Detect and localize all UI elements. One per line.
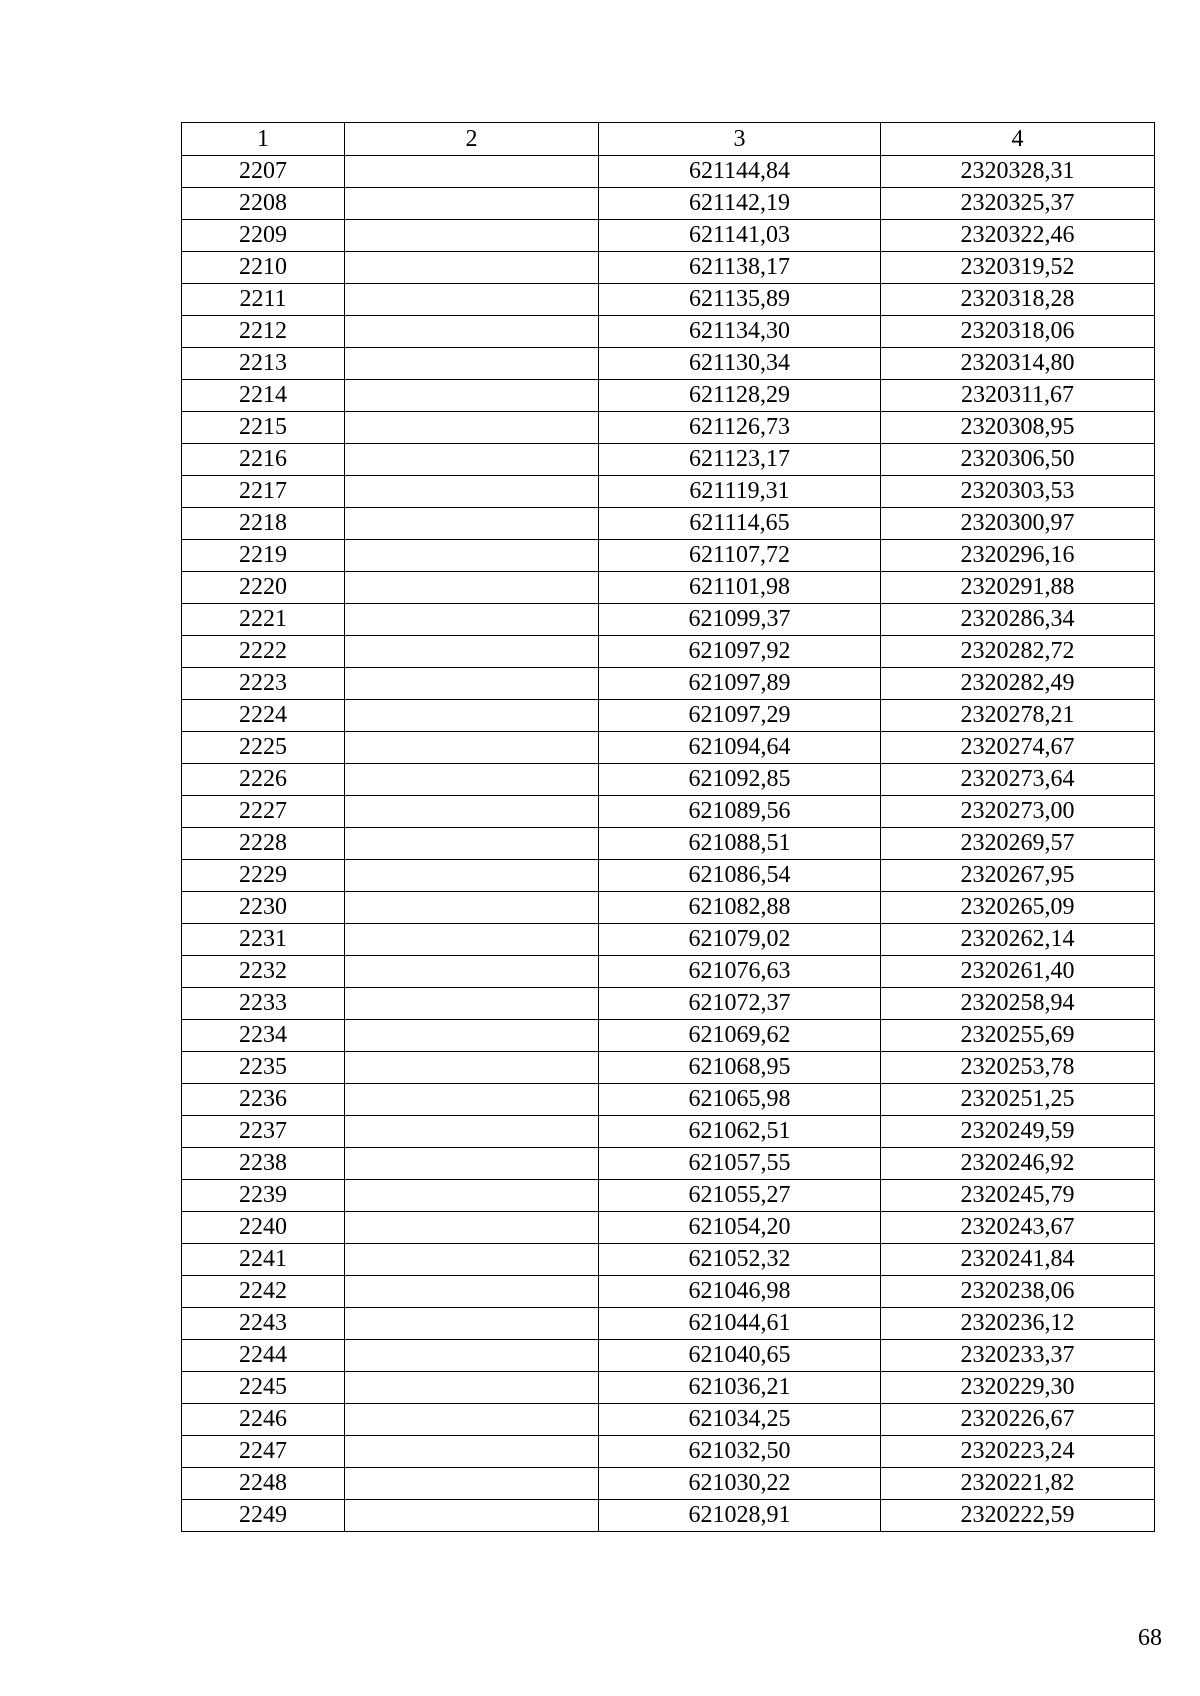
table-row <box>182 284 1155 316</box>
point-number-cell: 2232 <box>182 956 345 988</box>
y-coordinate-cell: 2320303,53 <box>881 476 1155 508</box>
y-coordinate-cell: 2320318,06 <box>881 316 1155 348</box>
empty-cell <box>345 1084 599 1116</box>
empty-cell <box>345 1212 599 1244</box>
y-coordinate-cell: 2320261,40 <box>881 956 1155 988</box>
point-number-cell: 2212 <box>182 316 345 348</box>
empty-cell <box>345 1500 599 1532</box>
point-number-cell: 2241 <box>182 1244 345 1276</box>
table-row <box>182 1116 1155 1148</box>
x-coordinate-cell: 621142,19 <box>599 188 881 220</box>
table-row <box>182 508 1155 540</box>
point-number-cell: 2233 <box>182 988 345 1020</box>
table-row <box>182 892 1155 924</box>
point-number-cell: 2208 <box>182 188 345 220</box>
empty-cell <box>345 156 599 188</box>
table-row <box>182 1148 1155 1180</box>
empty-cell <box>345 476 599 508</box>
x-coordinate-cell: 621068,95 <box>599 1052 881 1084</box>
table-row <box>182 380 1155 412</box>
point-number-cell: 2222 <box>182 636 345 668</box>
point-number-cell: 2217 <box>182 476 345 508</box>
y-coordinate-cell: 2320286,34 <box>881 604 1155 636</box>
x-coordinate-cell: 621092,85 <box>599 764 881 796</box>
point-number-cell: 2223 <box>182 668 345 700</box>
y-coordinate-cell: 2320246,92 <box>881 1148 1155 1180</box>
table-row <box>182 1372 1155 1404</box>
x-coordinate-cell: 621055,27 <box>599 1180 881 1212</box>
x-coordinate-cell: 621052,32 <box>599 1244 881 1276</box>
point-number-cell: 2249 <box>182 1500 345 1532</box>
empty-cell <box>345 380 599 412</box>
y-coordinate-cell: 2320253,78 <box>881 1052 1155 1084</box>
table-row <box>182 1180 1155 1212</box>
table-row <box>182 924 1155 956</box>
x-coordinate-cell: 621036,21 <box>599 1372 881 1404</box>
column-header-2: 2 <box>345 123 599 156</box>
y-coordinate-cell: 2320282,49 <box>881 668 1155 700</box>
y-coordinate-cell: 2320249,59 <box>881 1116 1155 1148</box>
x-coordinate-cell: 621099,37 <box>599 604 881 636</box>
x-coordinate-cell: 621065,98 <box>599 1084 881 1116</box>
point-number-cell: 2239 <box>182 1180 345 1212</box>
point-number-cell: 2238 <box>182 1148 345 1180</box>
table-row <box>182 1244 1155 1276</box>
empty-cell <box>345 828 599 860</box>
table-row <box>182 572 1155 604</box>
empty-cell <box>345 540 599 572</box>
x-coordinate-cell: 621062,51 <box>599 1116 881 1148</box>
x-coordinate-cell: 621032,50 <box>599 1436 881 1468</box>
point-number-cell: 2230 <box>182 892 345 924</box>
empty-cell <box>345 1340 599 1372</box>
x-coordinate-cell: 621072,37 <box>599 988 881 1020</box>
y-coordinate-cell: 2320241,84 <box>881 1244 1155 1276</box>
table-row <box>182 156 1155 188</box>
table-row <box>182 1084 1155 1116</box>
point-number-cell: 2246 <box>182 1404 345 1436</box>
point-number-cell: 2247 <box>182 1436 345 1468</box>
table-row <box>182 188 1155 220</box>
table-row <box>182 828 1155 860</box>
point-number-cell: 2213 <box>182 348 345 380</box>
y-coordinate-cell: 2320296,16 <box>881 540 1155 572</box>
x-coordinate-cell: 621097,92 <box>599 636 881 668</box>
table-row <box>182 540 1155 572</box>
x-coordinate-cell: 621130,34 <box>599 348 881 380</box>
table-row <box>182 1404 1155 1436</box>
point-number-cell: 2218 <box>182 508 345 540</box>
point-number-cell: 2228 <box>182 828 345 860</box>
point-number-cell: 2234 <box>182 1020 345 1052</box>
table-row <box>182 700 1155 732</box>
point-number-cell: 2243 <box>182 1308 345 1340</box>
table-row <box>182 764 1155 796</box>
table-body <box>182 156 1155 1532</box>
table-row <box>182 604 1155 636</box>
point-number-cell: 2225 <box>182 732 345 764</box>
empty-cell <box>345 732 599 764</box>
empty-cell <box>345 796 599 828</box>
empty-cell <box>345 1244 599 1276</box>
empty-cell <box>345 636 599 668</box>
y-coordinate-cell: 2320319,52 <box>881 252 1155 284</box>
empty-cell <box>345 1404 599 1436</box>
x-coordinate-cell: 621126,73 <box>599 412 881 444</box>
empty-cell <box>345 892 599 924</box>
point-number-cell: 2231 <box>182 924 345 956</box>
empty-cell <box>345 764 599 796</box>
table-row <box>182 1212 1155 1244</box>
coordinates-table <box>181 122 1155 1532</box>
point-number-cell: 2215 <box>182 412 345 444</box>
y-coordinate-cell: 2320226,67 <box>881 1404 1155 1436</box>
y-coordinate-cell: 2320328,31 <box>881 156 1155 188</box>
table-row <box>182 1020 1155 1052</box>
point-number-cell: 2236 <box>182 1084 345 1116</box>
y-coordinate-cell: 2320273,00 <box>881 796 1155 828</box>
empty-cell <box>345 1148 599 1180</box>
empty-cell <box>345 1052 599 1084</box>
point-number-cell: 2224 <box>182 700 345 732</box>
empty-cell <box>345 348 599 380</box>
x-coordinate-cell: 621057,55 <box>599 1148 881 1180</box>
point-number-cell: 2219 <box>182 540 345 572</box>
empty-cell <box>345 700 599 732</box>
y-coordinate-cell: 2320322,46 <box>881 220 1155 252</box>
y-coordinate-cell: 2320308,95 <box>881 412 1155 444</box>
x-coordinate-cell: 621089,56 <box>599 796 881 828</box>
point-number-cell: 2235 <box>182 1052 345 1084</box>
table-header-row <box>182 123 1155 156</box>
y-coordinate-cell: 2320282,72 <box>881 636 1155 668</box>
y-coordinate-cell: 2320258,94 <box>881 988 1155 1020</box>
x-coordinate-cell: 621030,22 <box>599 1468 881 1500</box>
empty-cell <box>345 284 599 316</box>
x-coordinate-cell: 621119,31 <box>599 476 881 508</box>
y-coordinate-cell: 2320300,97 <box>881 508 1155 540</box>
y-coordinate-cell: 2320251,25 <box>881 1084 1155 1116</box>
empty-cell <box>345 412 599 444</box>
x-coordinate-cell: 621094,64 <box>599 732 881 764</box>
table-row <box>182 316 1155 348</box>
y-coordinate-cell: 2320274,67 <box>881 732 1155 764</box>
x-coordinate-cell: 621086,54 <box>599 860 881 892</box>
x-coordinate-cell: 621128,29 <box>599 380 881 412</box>
y-coordinate-cell: 2320221,82 <box>881 1468 1155 1500</box>
point-number-cell: 2242 <box>182 1276 345 1308</box>
table-row <box>182 988 1155 1020</box>
table-row <box>182 252 1155 284</box>
x-coordinate-cell: 621097,29 <box>599 700 881 732</box>
empty-cell <box>345 860 599 892</box>
x-coordinate-cell: 621028,91 <box>599 1500 881 1532</box>
column-header-4: 4 <box>881 123 1155 156</box>
table-row <box>182 348 1155 380</box>
empty-cell <box>345 444 599 476</box>
point-number-cell: 2244 <box>182 1340 345 1372</box>
empty-cell <box>345 668 599 700</box>
y-coordinate-cell: 2320278,21 <box>881 700 1155 732</box>
point-number-cell: 2209 <box>182 220 345 252</box>
empty-cell <box>345 1468 599 1500</box>
y-coordinate-cell: 2320269,57 <box>881 828 1155 860</box>
column-header-1: 1 <box>182 123 345 156</box>
table-row <box>182 1052 1155 1084</box>
empty-cell <box>345 220 599 252</box>
x-coordinate-cell: 621079,02 <box>599 924 881 956</box>
point-number-cell: 2245 <box>182 1372 345 1404</box>
table-row <box>182 636 1155 668</box>
page-number: 68 <box>1138 1625 1162 1651</box>
empty-cell <box>345 508 599 540</box>
table-row <box>182 1276 1155 1308</box>
point-number-cell: 2237 <box>182 1116 345 1148</box>
x-coordinate-cell: 621101,98 <box>599 572 881 604</box>
table-row <box>182 1500 1155 1532</box>
x-coordinate-cell: 621088,51 <box>599 828 881 860</box>
point-number-cell: 2210 <box>182 252 345 284</box>
table-row <box>182 1436 1155 1468</box>
y-coordinate-cell: 2320325,37 <box>881 188 1155 220</box>
x-coordinate-cell: 621082,88 <box>599 892 881 924</box>
empty-cell <box>345 924 599 956</box>
empty-cell <box>345 604 599 636</box>
table-row <box>182 860 1155 892</box>
x-coordinate-cell: 621141,03 <box>599 220 881 252</box>
y-coordinate-cell: 2320229,30 <box>881 1372 1155 1404</box>
empty-cell <box>345 188 599 220</box>
y-coordinate-cell: 2320236,12 <box>881 1308 1155 1340</box>
x-coordinate-cell: 621135,89 <box>599 284 881 316</box>
table-row <box>182 220 1155 252</box>
x-coordinate-cell: 621097,89 <box>599 668 881 700</box>
y-coordinate-cell: 2320243,67 <box>881 1212 1155 1244</box>
table-row <box>182 956 1155 988</box>
x-coordinate-cell: 621134,30 <box>599 316 881 348</box>
x-coordinate-cell: 621069,62 <box>599 1020 881 1052</box>
x-coordinate-cell: 621076,63 <box>599 956 881 988</box>
point-number-cell: 2220 <box>182 572 345 604</box>
x-coordinate-cell: 621123,17 <box>599 444 881 476</box>
y-coordinate-cell: 2320267,95 <box>881 860 1155 892</box>
x-coordinate-cell: 621046,98 <box>599 1276 881 1308</box>
y-coordinate-cell: 2320223,24 <box>881 1436 1155 1468</box>
y-coordinate-cell: 2320245,79 <box>881 1180 1155 1212</box>
point-number-cell: 2214 <box>182 380 345 412</box>
empty-cell <box>345 572 599 604</box>
x-coordinate-cell: 621044,61 <box>599 1308 881 1340</box>
y-coordinate-cell: 2320311,67 <box>881 380 1155 412</box>
empty-cell <box>345 1116 599 1148</box>
x-coordinate-cell: 621040,65 <box>599 1340 881 1372</box>
table-row <box>182 412 1155 444</box>
y-coordinate-cell: 2320314,80 <box>881 348 1155 380</box>
empty-cell <box>345 988 599 1020</box>
x-coordinate-cell: 621144,84 <box>599 156 881 188</box>
empty-cell <box>345 1308 599 1340</box>
y-coordinate-cell: 2320306,50 <box>881 444 1155 476</box>
x-coordinate-cell: 621114,65 <box>599 508 881 540</box>
x-coordinate-cell: 621054,20 <box>599 1212 881 1244</box>
empty-cell <box>345 1276 599 1308</box>
empty-cell <box>345 252 599 284</box>
table-row <box>182 1340 1155 1372</box>
y-coordinate-cell: 2320238,06 <box>881 1276 1155 1308</box>
point-number-cell: 2221 <box>182 604 345 636</box>
empty-cell <box>345 1436 599 1468</box>
point-number-cell: 2226 <box>182 764 345 796</box>
point-number-cell: 2211 <box>182 284 345 316</box>
point-number-cell: 2229 <box>182 860 345 892</box>
y-coordinate-cell: 2320222,59 <box>881 1500 1155 1532</box>
x-coordinate-cell: 621107,72 <box>599 540 881 572</box>
point-number-cell: 2227 <box>182 796 345 828</box>
table-row <box>182 444 1155 476</box>
table-row <box>182 796 1155 828</box>
y-coordinate-cell: 2320262,14 <box>881 924 1155 956</box>
point-number-cell: 2207 <box>182 156 345 188</box>
table-row <box>182 1468 1155 1500</box>
empty-cell <box>345 1020 599 1052</box>
empty-cell <box>345 1372 599 1404</box>
empty-cell <box>345 1180 599 1212</box>
y-coordinate-cell: 2320291,88 <box>881 572 1155 604</box>
point-number-cell: 2240 <box>182 1212 345 1244</box>
y-coordinate-cell: 2320273,64 <box>881 764 1155 796</box>
x-coordinate-cell: 621034,25 <box>599 1404 881 1436</box>
x-coordinate-cell: 621138,17 <box>599 252 881 284</box>
y-coordinate-cell: 2320265,09 <box>881 892 1155 924</box>
table-row <box>182 732 1155 764</box>
table-row <box>182 1308 1155 1340</box>
column-header-3: 3 <box>599 123 881 156</box>
point-number-cell: 2248 <box>182 1468 345 1500</box>
point-number-cell: 2216 <box>182 444 345 476</box>
table-row <box>182 668 1155 700</box>
y-coordinate-cell: 2320233,37 <box>881 1340 1155 1372</box>
empty-cell <box>345 956 599 988</box>
empty-cell <box>345 316 599 348</box>
y-coordinate-cell: 2320318,28 <box>881 284 1155 316</box>
table-row <box>182 476 1155 508</box>
y-coordinate-cell: 2320255,69 <box>881 1020 1155 1052</box>
